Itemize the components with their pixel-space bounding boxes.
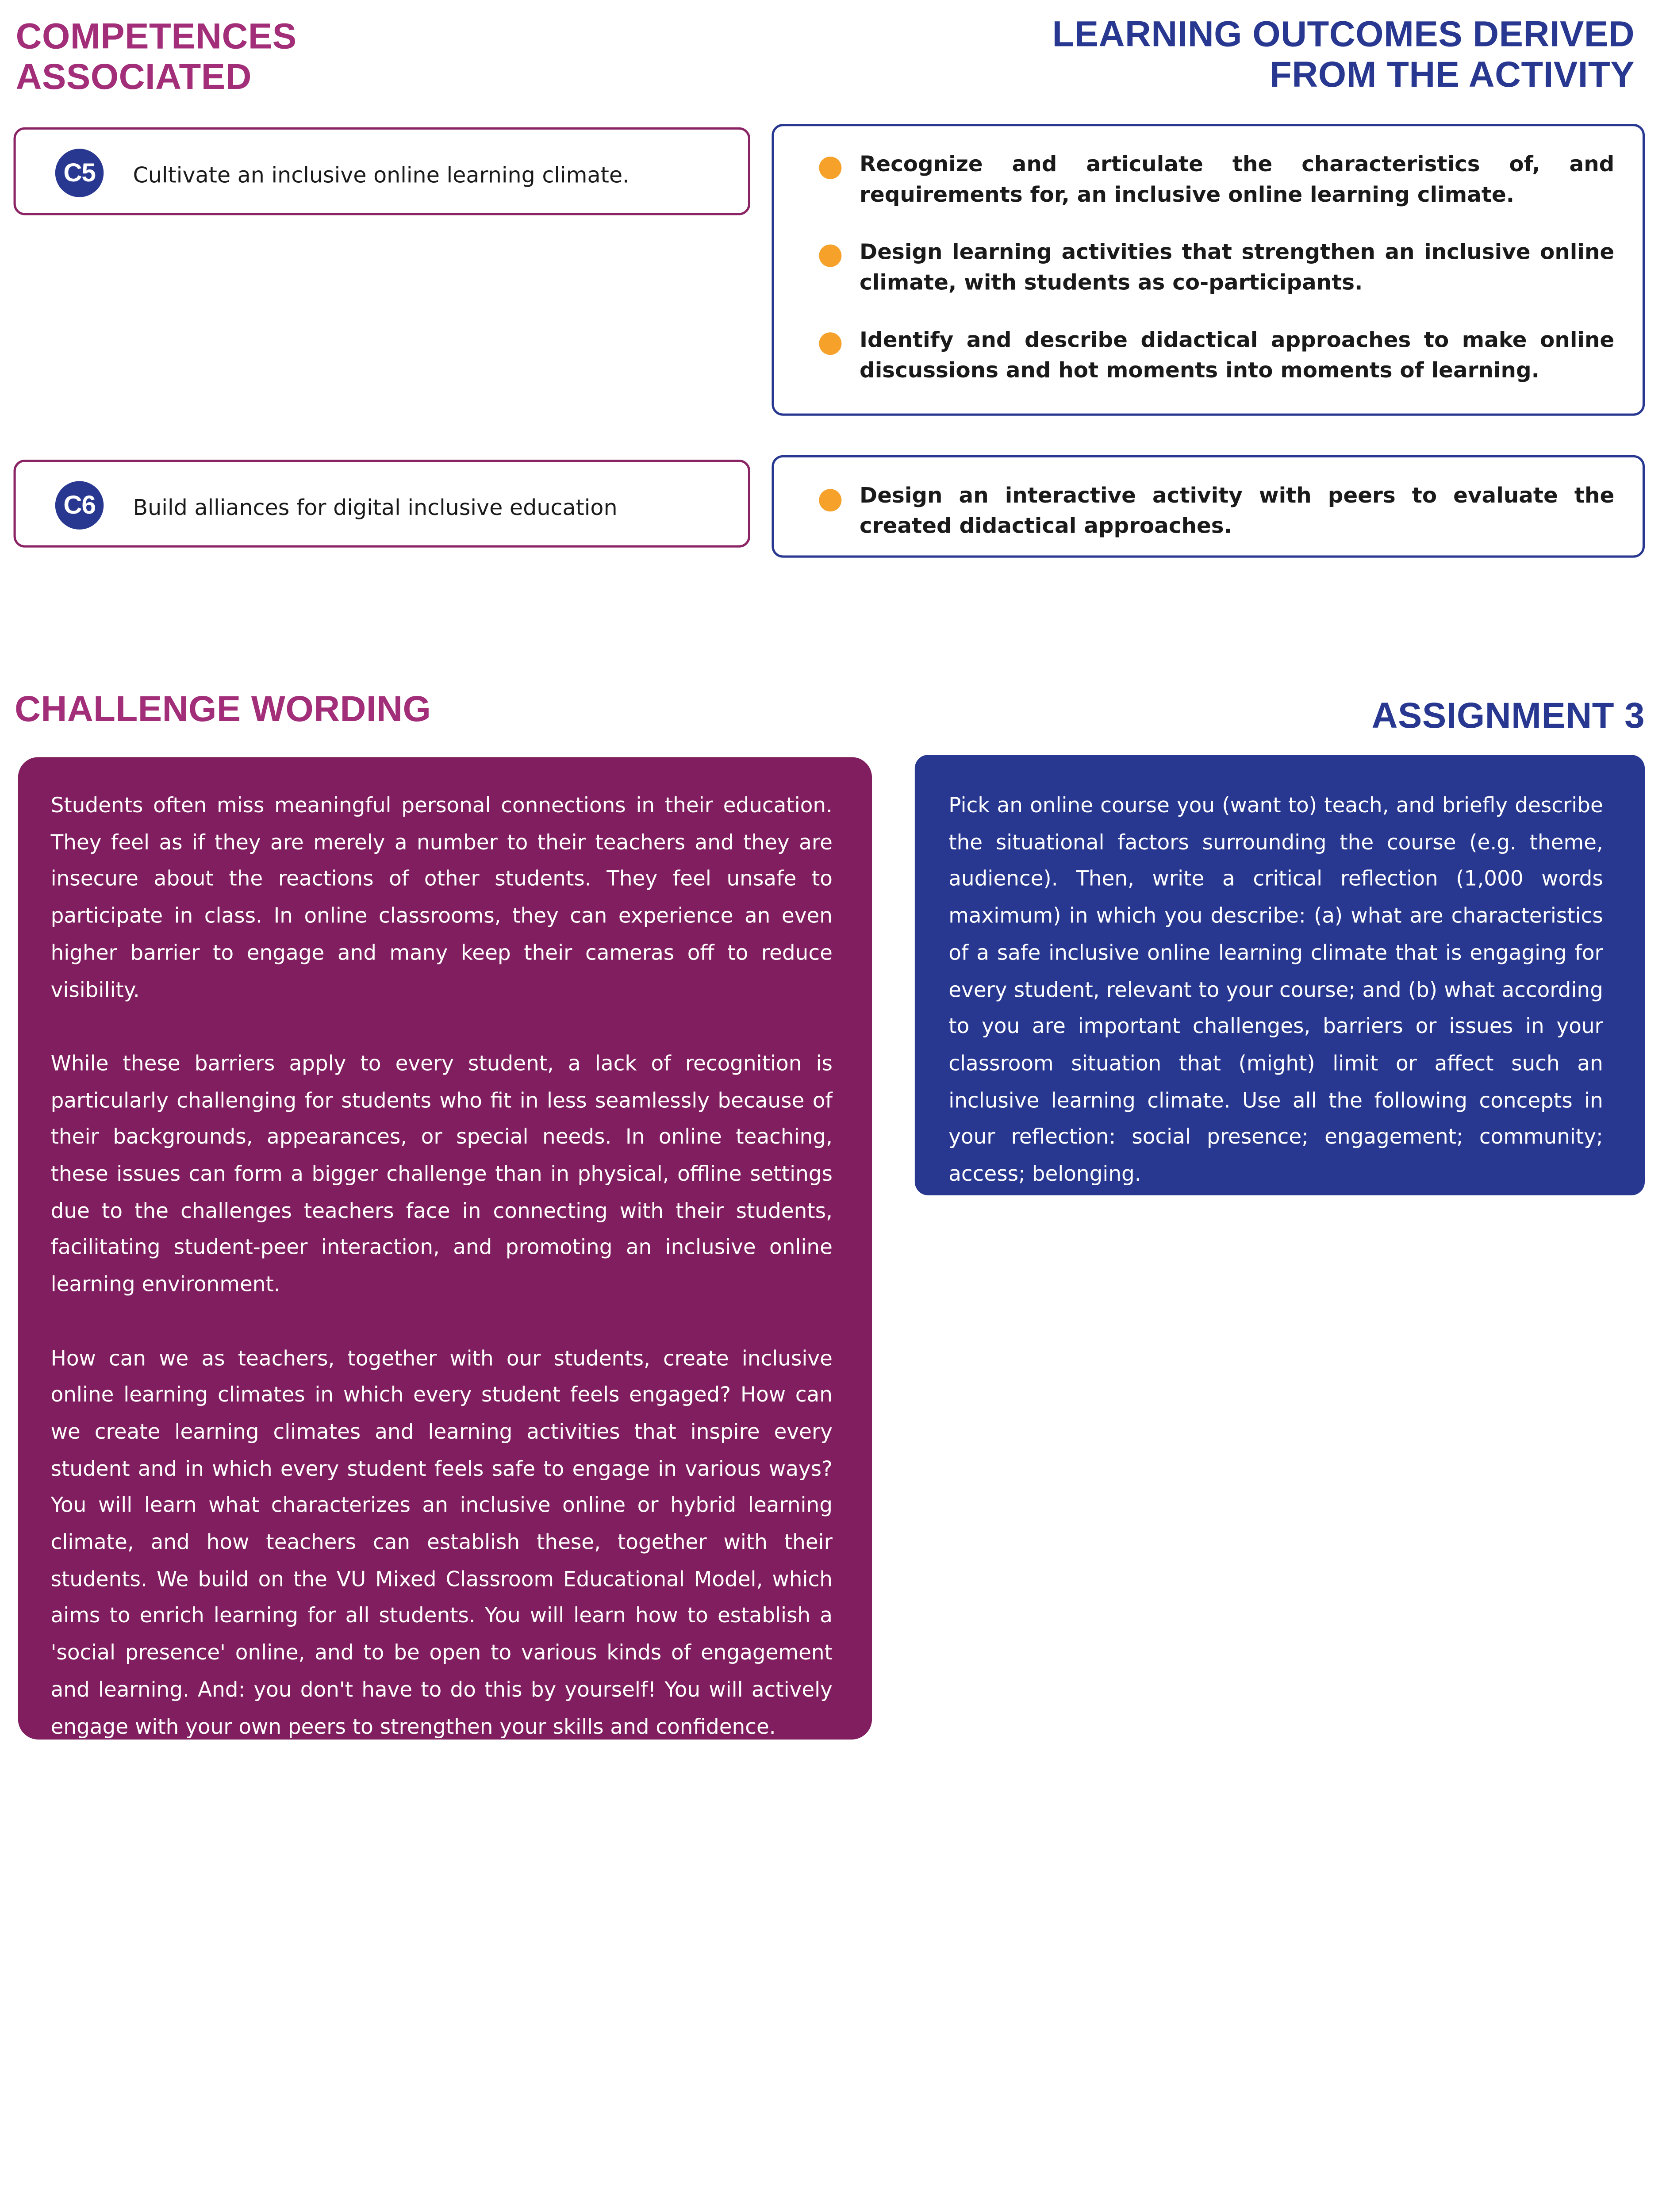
orange-dot-bullet-icon — [819, 489, 841, 511]
challenge-wording-heading: CHALLENGE WORDING — [15, 688, 431, 729]
challenge-paragraph-2: While these barriers apply to every student, a lack of recognition is particularly challenging for students who fit in less seamlessly because of their backgrounds, appearances, or special needs. In online teaching, these issues can form a bigger challenge than in physical, offline settings due to the challenges teachers face in connecting with their students, facilitating student-peer interaction, and promoting an inclusive online learning environment. — [50, 1052, 833, 1297]
orange-dot-bullet-icon — [819, 245, 841, 267]
challenge-wording-panel — [18, 757, 872, 1740]
assignment-text: Pick an online course you (want to) teach, and briefly describe the situational factors surrounding the course (e.g. theme, audience). Then, write a critical reflection (1,000 words maximum) in which you describe: (a) what are characteristics of a safe inclusive online learning climate that is engaging for every student, relevant to your course; and (b) what according to you are important challenges, barriers or issues in your classroom situation that (might) limit or affect such an inclusive learning climate. Use all the following concepts in your reflection: social presence; engagement; community; access; belonging. — [948, 794, 1603, 1187]
learning-outcomes-card-2 — [772, 455, 1645, 558]
competence-card-c5 — [14, 127, 750, 215]
competence-card-c6 — [14, 460, 750, 548]
orange-dot-bullet-icon — [819, 157, 841, 179]
competences-heading — [16, 16, 297, 97]
assignment-heading: ASSIGNMENT 3 — [1371, 695, 1645, 736]
competence-text-c6: Build alliances for digital inclusive education — [133, 494, 618, 521]
learning-outcome-item: Identify and describe didactical approaches to make online discussions and hot moments into moments of learning. — [860, 328, 1615, 383]
competences-heading-line-1: COMPETENCES — [15, 15, 297, 57]
competence-text-c5: Cultivate an inclusive online learning climate. — [133, 162, 630, 188]
learning-outcome-item: Design learning activities that strengthen an inclusive online climate, with students as co-participants. — [860, 240, 1615, 296]
challenge-paragraph-3: How can we as teachers, together with our students, create inclusive online learning climates in which every student feels engaged? How can we create learning climates and learning activities that inspire every student and in which every student feels safe to engage in various ways? You will learn what characterizes an inclusive online or hybrid learning climate, and how teachers can establish these, together with their students. We build on the VU Mixed Classroom Educational Model, which aims to enrich learning for all students. You will learn how to establish a 'social presence' online, and to be open to various kinds of engagement and learning. And: you don't have to do this by yourself! You will actively engage with your own peers to strengthen your skills and confidence. — [50, 1347, 833, 1739]
assignment-panel — [915, 755, 1645, 1195]
challenge-paragraph-1: Students often miss meaningful personal connections in their education. They feel as if they are merely a number to their teachers and they are insecure about the reactions of other students. They feel unsafe to participate in class. In online classrooms, they can experience an even higher barrier to engage and many keep their cameras off to reduce visibility. — [50, 794, 833, 1002]
competence-badge-c5: C5 — [55, 149, 104, 197]
challenge-wording-text — [51, 789, 833, 1747]
learning-outcome-item: Recognize and articulate the characteristics of, and requirements for, an inclusive online learning climate. — [860, 152, 1615, 207]
competence-badge-c6: C6 — [55, 481, 104, 530]
learning-outcomes-heading — [1052, 14, 1635, 95]
learning-outcomes-heading-line-2: FROM THE ACTIVITY — [1270, 54, 1635, 95]
learning-outcomes-card-1 — [772, 124, 1645, 416]
competences-heading-line-2: ASSOCIATED — [15, 56, 252, 97]
orange-dot-bullet-icon — [819, 332, 841, 355]
learning-outcomes-heading-line-1: LEARNING OUTCOMES DERIVED — [1052, 13, 1635, 54]
learning-outcome-item: Design an interactive activity with peers to evaluate the created didactical approaches. — [860, 483, 1615, 539]
